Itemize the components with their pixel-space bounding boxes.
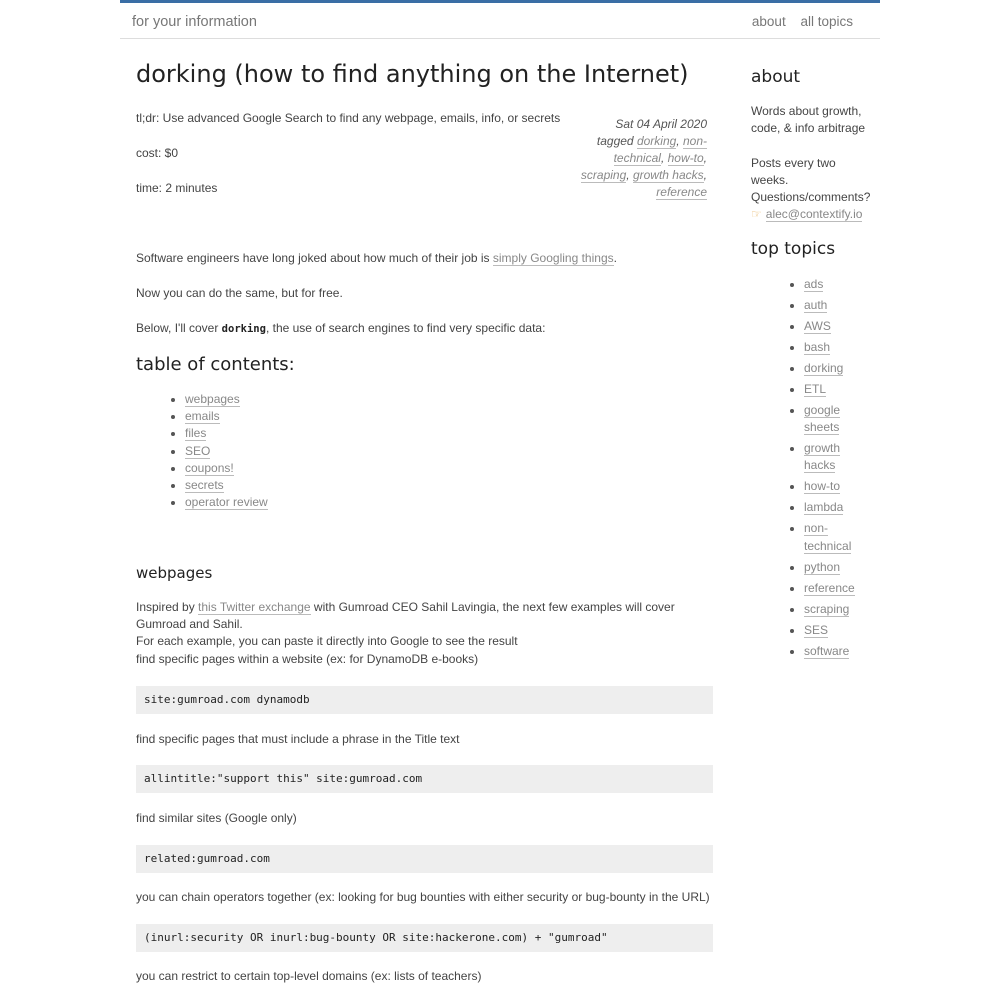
topic-item (804, 339, 864, 356)
section-heading-webpages: webpages (136, 564, 213, 582)
topic-item (804, 580, 864, 597)
nav-all-topics-link[interactable]: all topics (800, 14, 853, 29)
tagged-label: tagged (596, 134, 634, 148)
toc-item (185, 391, 268, 408)
contact: Questions/comments? ☞ alec@contextify.io (751, 190, 871, 221)
intro-paragraph-2: Now you can do the same, but for free. (136, 286, 343, 300)
email-link[interactable]: alec@contextify.io (765, 207, 863, 221)
topic-link[interactable]: ETL (804, 382, 827, 396)
sidebar-about-text: Words about growth, code, & info arbitrage (751, 104, 866, 135)
tag-link[interactable]: growth hacks (632, 168, 704, 182)
example-description: you can restrict to certain top-level domains (ex: lists of teachers) (136, 969, 482, 983)
toc-link[interactable]: coupons! (185, 460, 234, 475)
top-nav (741, 14, 853, 29)
topic-item (804, 360, 864, 377)
topic-link[interactable]: google sheets (804, 403, 841, 435)
topic-link[interactable]: auth (804, 298, 828, 312)
pointing-hand-icon: ☞ (751, 207, 762, 221)
tldr: tl;dr: Use advanced Google Search to find any webpage, emails, info, or secrets (136, 111, 561, 125)
post-date: Sat 04 April 2020 (615, 117, 707, 131)
topic-link[interactable]: lambda (804, 500, 844, 515)
site-brand-link[interactable]: for your information (132, 14, 257, 30)
inspired-paragraph: Inspired by this Twitter exchange with Gumroad CEO Sahil Lavingia, the next few examples will cover Gumroad and Sahil. For each example, you can paste it directly into Google to see the result (136, 600, 675, 648)
topic-link[interactable]: dorking (804, 361, 844, 375)
topic-link[interactable]: scraping (804, 601, 850, 616)
topic-item (804, 402, 864, 436)
topic-item (804, 276, 864, 293)
toc-link[interactable]: secrets (185, 478, 224, 493)
twitter-exchange-link[interactable]: this Twitter exchange (198, 600, 311, 614)
sidebar-about-heading: about (751, 67, 801, 87)
intro-paragraph-3: Below, I'll cover dorking, the use of search engines to find very specific data: (136, 321, 546, 335)
toc-link[interactable]: files (185, 426, 207, 441)
tag-link[interactable]: how-to (667, 151, 704, 165)
top-topics-list (804, 276, 864, 664)
topic-link[interactable]: growth hacks (804, 441, 841, 473)
topic-item (804, 297, 864, 314)
topic-item (804, 478, 864, 495)
topic-item (804, 381, 864, 398)
tag-link[interactable]: dorking (636, 134, 677, 148)
toc-item (185, 494, 268, 511)
toc-item (185, 425, 268, 442)
intro-paragraph-1: Software engineers have long joked about how much of their job is simply Googling things. (136, 251, 617, 265)
tag-link[interactable]: non-technical (613, 134, 707, 165)
topic-link[interactable]: reference (804, 580, 855, 595)
topic-item (804, 440, 864, 474)
post-meta (567, 116, 707, 201)
topic-link[interactable]: ads (804, 277, 824, 291)
topic-link[interactable]: bash (804, 340, 831, 354)
topic-item (804, 643, 864, 660)
toc-heading: table of contents: (136, 354, 295, 375)
topic-link[interactable]: AWS (804, 319, 831, 333)
toc-link[interactable]: SEO (185, 443, 211, 458)
site-header (120, 3, 880, 39)
dorking-code: dorking (221, 323, 266, 335)
toc-link[interactable]: emails (185, 409, 220, 424)
post-tags: tagged dorking, non-technical, how-to, scraping, growth hacks, reference (580, 134, 707, 199)
topic-item (804, 520, 864, 554)
example-description: you can chain operators together (ex: looking for bug bounties with either security or bug-bounty in the URL) (136, 890, 710, 904)
toc-link[interactable]: operator review (185, 495, 268, 510)
toc-item (185, 408, 268, 425)
topic-item (804, 318, 864, 335)
toc-item (185, 443, 268, 460)
topic-link[interactable]: how-to (804, 479, 841, 494)
topic-item (804, 499, 864, 516)
topic-item (804, 559, 864, 576)
cost: cost: $0 (136, 146, 179, 160)
top-topics-heading: top topics (751, 239, 836, 259)
topic-link[interactable]: SES (804, 622, 829, 637)
nav-about-link[interactable]: about (751, 14, 786, 29)
topic-item (804, 601, 864, 618)
posts-frequency: Posts every two weeks. (751, 156, 836, 187)
page-title: dorking (how to find anything on the Internet) (136, 60, 689, 88)
toc-item (185, 460, 268, 477)
topic-link[interactable]: non-technical (804, 521, 852, 553)
table-of-contents (185, 391, 268, 511)
example-description: find specific pages within a website (ex: for DynamoDB e-books) (136, 652, 479, 666)
code-block[interactable]: (inurl:security OR inurl:bug-bounty OR site:hackerone.com) + "gumroad" (136, 924, 713, 952)
topic-item (804, 622, 864, 639)
time: time: 2 minutes (136, 181, 218, 195)
googling-things-link[interactable]: simply Googling things (492, 251, 614, 265)
toc-item (185, 477, 268, 494)
example-description: find specific pages that must include a phrase in the Title text (136, 732, 460, 746)
tag-link[interactable]: scraping (580, 168, 627, 182)
code-block[interactable]: related:gumroad.com (136, 845, 713, 873)
toc-link[interactable]: webpages (185, 392, 240, 406)
code-block[interactable]: site:gumroad.com dynamodb (136, 686, 713, 714)
topic-link[interactable]: software (804, 643, 850, 658)
code-block[interactable]: allintitle:"support this" site:gumroad.com (136, 765, 713, 793)
tag-link[interactable]: reference (656, 185, 707, 199)
example-description: find similar sites (Google only) (136, 811, 297, 825)
topic-link[interactable]: python (804, 559, 841, 574)
